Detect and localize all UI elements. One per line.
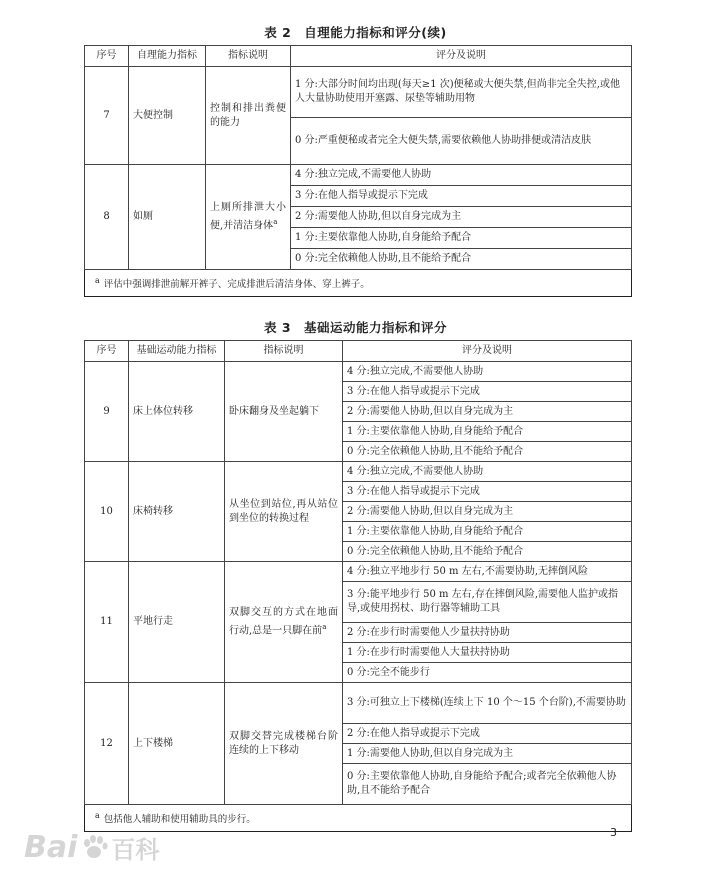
table-row	[85, 462, 632, 482]
score-cell: 3 分:在他人指导或提示下完成	[343, 382, 632, 402]
footnote-text: 包括他人辅助和使用辅助具的步行。	[103, 814, 256, 826]
row-indicator: 大便控制	[129, 67, 206, 165]
score-cell: 3 分:在他人指导或提示下完成	[291, 186, 632, 207]
header-description: 指标说明	[206, 46, 291, 67]
score-cell: 3 分:可独立上下楼梯(连续上下 10 个～15 个台阶),不需要协助	[343, 683, 632, 724]
row-indicator: 上下楼梯	[129, 683, 225, 805]
score-cell: 1 分:需要他人协助,但以自身完成为主	[343, 744, 632, 764]
footnote-marker: a	[322, 622, 327, 631]
table-header-row	[85, 341, 632, 362]
score-cell: 0 分:完全不能步行	[343, 663, 632, 683]
row-number: 11	[85, 562, 129, 683]
row-description	[225, 562, 343, 683]
row-number: 8	[85, 165, 129, 270]
score-cell: 0 分:完全依赖他人协助,且不能给予配合	[343, 542, 632, 562]
row-description	[206, 165, 291, 270]
table-2-title: 表 2 自理能力指标和评分(续)	[264, 25, 447, 40]
row-number: 12	[85, 683, 129, 805]
score-cell: 0 分:完全依赖他人协助,且不能给予配合	[343, 442, 632, 462]
table-row	[85, 562, 632, 582]
row-description: 控制和排出粪便的能力	[206, 67, 291, 165]
score-cell: 0 分:严重便秘或者完全大便失禁,需要依赖他人协助排便或清洁皮肤	[291, 118, 632, 165]
description-text: 上厕所排泄大小便,并清洁身体	[210, 201, 286, 232]
watermark-cjk: 百科	[111, 835, 160, 864]
row-indicator: 如厕	[129, 165, 206, 270]
table-row	[85, 165, 632, 186]
table-row	[85, 362, 632, 382]
header-indicator: 基础运动能力指标	[129, 341, 225, 362]
score-cell: 1 分:在步行时需要他人大量扶持协助	[343, 643, 632, 663]
score-cell: 2 分:在他人指导或提示下完成	[343, 724, 632, 744]
score-cell: 4 分:独立完成,不需要他人协助	[343, 362, 632, 382]
table-3-title: 表 3 基础运动能力指标和评分	[263, 320, 448, 335]
table-footnote-row	[85, 270, 632, 297]
header-scoring: 评分及说明	[343, 341, 632, 362]
row-number: 7	[85, 67, 129, 165]
footnote-marker: a	[273, 217, 278, 226]
score-cell: 2 分:需要他人协助,但以自身完成为主	[291, 207, 632, 228]
footnote-text: 评估中强调排泄前解开裤子、完成排泄后清洁身体、穿上裤子。	[103, 279, 370, 291]
score-cell: 4 分:独立平地步行 50 m 左右,不需要协助,无摔倒风险	[343, 562, 632, 582]
score-cell: 1 分:主要依靠他人协助,自身能给予配合	[343, 422, 632, 442]
footnote-marker: a	[95, 811, 100, 820]
footnote-marker: a	[95, 276, 100, 285]
table-row	[85, 67, 632, 118]
paw-icon	[79, 832, 109, 862]
table-2	[84, 45, 632, 297]
row-description: 双脚交替完成楼梯台阶连续的上下移动	[225, 683, 343, 805]
header-description: 指标说明	[225, 341, 343, 362]
score-cell: 2 分:需要他人协助,但以自身完成为主	[343, 502, 632, 522]
score-cell: 3 分:能平地步行 50 m 左右,存在摔倒风险,需要他人监护或指导,或使用拐杖、助行器等辅助工具	[343, 582, 632, 623]
header-scoring: 评分及说明	[291, 46, 632, 67]
score-cell: 1 分:主要依靠他人协助,自身能给予配合	[343, 522, 632, 542]
row-description: 卧床翻身及坐起躺下	[225, 362, 343, 462]
score-cell: 4 分:独立完成,不需要他人协助	[343, 462, 632, 482]
row-indicator: 平地行走	[129, 562, 225, 683]
row-indicator: 床上体位转移	[129, 362, 225, 462]
row-number: 10	[85, 462, 129, 562]
score-cell: 1 分:主要依靠他人协助,自身能给予配合	[291, 228, 632, 249]
description-text: 双脚交互的方式在地面行动,总是一只脚在前	[229, 606, 338, 637]
score-cell: 1 分:大部分时间均出现(每天≥1 次)便秘或大便失禁,但尚非完全失控,或他人大量协助使用开塞露、尿垫等辅助用物	[291, 67, 632, 118]
page-number: 3	[610, 826, 617, 839]
score-cell: 2 分:在步行时需要他人少量扶持协助	[343, 623, 632, 643]
score-cell: 0 分:主要依靠他人协助,自身能给予配合;或者完全依赖他人协助,且不能给予配合	[343, 764, 632, 805]
row-number: 9	[85, 362, 129, 462]
baidu-baike-watermark	[24, 824, 182, 870]
header-number: 序号	[85, 46, 129, 67]
row-description: 从坐位到站位,再从站位到坐位的转换过程	[225, 462, 343, 562]
table-row	[85, 683, 632, 724]
score-cell: 3 分:在他人指导或提示下完成	[343, 482, 632, 502]
table-footnote	[85, 270, 632, 297]
header-indicator: 自理能力指标	[129, 46, 206, 67]
score-cell: 2 分:需要他人协助,但以自身完成为主	[343, 402, 632, 422]
table-header-row	[85, 46, 632, 67]
table-3	[84, 340, 632, 832]
watermark-latin: Bai	[24, 829, 78, 865]
header-number: 序号	[85, 341, 129, 362]
row-indicator: 床椅转移	[129, 462, 225, 562]
score-cell: 4 分:独立完成,不需要他人协助	[291, 165, 632, 186]
score-cell: 0 分:完全依赖他人协助,且不能给予配合	[291, 249, 632, 270]
